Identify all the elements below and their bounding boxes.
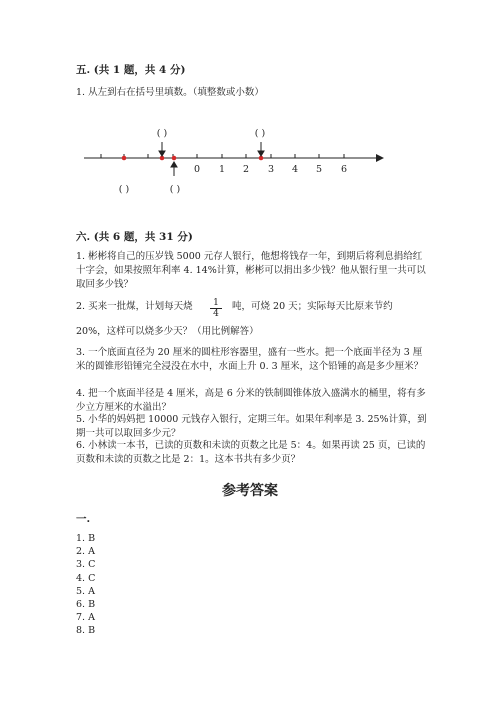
- tick-label-0: 0: [193, 164, 201, 175]
- point-a: [122, 156, 127, 161]
- bracket-b: ( ): [156, 128, 168, 139]
- answer-list: [76, 532, 95, 638]
- section-5-question-1: 1. 从左到右在括号里填数。（填整数或小数）: [76, 87, 264, 98]
- arrow-down-b-head: [159, 151, 165, 156]
- bracket-a: ( ): [118, 184, 130, 195]
- tick-label-2: 2: [242, 164, 250, 175]
- tick-label-4: 4: [291, 164, 299, 175]
- bracket-c: ( ): [169, 184, 181, 195]
- arrow-up-c-head: [171, 162, 177, 167]
- answer-item: 4. C: [76, 572, 96, 584]
- tick-label-3: 3: [267, 164, 275, 175]
- answer-item: 8. B: [76, 625, 96, 637]
- fraction-one-quarter: [210, 298, 222, 319]
- section-6-question-4: 4. 把一个底面半径是 4 厘米，高是 6 分米的铁制圆锥体放入盛满水的桶里，将有多少立方厘米的水溢出？: [76, 388, 426, 413]
- fraction-denominator: 4: [213, 309, 219, 319]
- section-6-question-6: 6. 小林读一本书，已读的页数和未读的页数之比是 5：4。如果再读 25 页，已读的页数和未读的页数之比是 2：1。这本书共有多少页？: [76, 440, 426, 465]
- arrow-down-d-head: [258, 151, 264, 156]
- section-6-question-2-part3: 20%，这样可以烧多少天？（用比例解答）: [76, 326, 259, 337]
- answer-item: 7. A: [76, 612, 95, 624]
- tick-label-1: 1: [218, 164, 226, 175]
- tick-label-6: 6: [340, 164, 348, 175]
- section-6-question-2-part1: 2. 买来一批煤，计划每天烧: [76, 301, 193, 312]
- number-line-arrowhead: [376, 154, 384, 162]
- point-c: [172, 156, 177, 161]
- section-6-question-1: 1. 彬彬将自己的压岁钱 5000 元存人银行，他想将钱存一年，到期后将利息捐给红十字会，如果按照年利率 4. 14%计算，彬彬可以捐出多少钱？他从银行里一共可以取回多少钱？: [76, 251, 426, 290]
- answer-item: 6. B: [76, 599, 96, 611]
- answer-item: 5. A: [76, 585, 95, 597]
- answer-item: 1. B: [76, 533, 96, 544]
- bracket-d: ( ): [254, 128, 266, 139]
- tick-label-5: 5: [315, 164, 323, 175]
- fraction-numerator: 1: [210, 298, 222, 309]
- number-line-diagram: [76, 122, 396, 202]
- answers-title: 参考答案: [222, 483, 278, 499]
- answers-section-label: 一.: [76, 513, 91, 525]
- section-6-question-3: 3. 一个底面直径为 20 厘米的圆柱形容器里，盛有一些水。把一个底面半径为 3 厘米的圆锥形铅锤完全浸没在水中，水面上升 0. 3 厘米，这个铅锤的高是多少厘米？: [76, 347, 424, 372]
- answer-item: 3. C: [76, 559, 96, 571]
- section-6-question-2-part2: 吨，可烧 20 天；实际每天比原来节约: [232, 301, 393, 312]
- section-6-question-5: 5. 小华的妈妈把 10000 元钱存入银行，定期三年。如果年利率是 3. 25%计算，到期一共可以取回多少元？: [76, 414, 427, 439]
- section-5-header: 五. (共 1 题，共 4 分): [76, 64, 186, 76]
- section-6-header: 六. (共 6 题，共 31 分): [76, 231, 193, 243]
- answer-item: 2. A: [76, 546, 95, 558]
